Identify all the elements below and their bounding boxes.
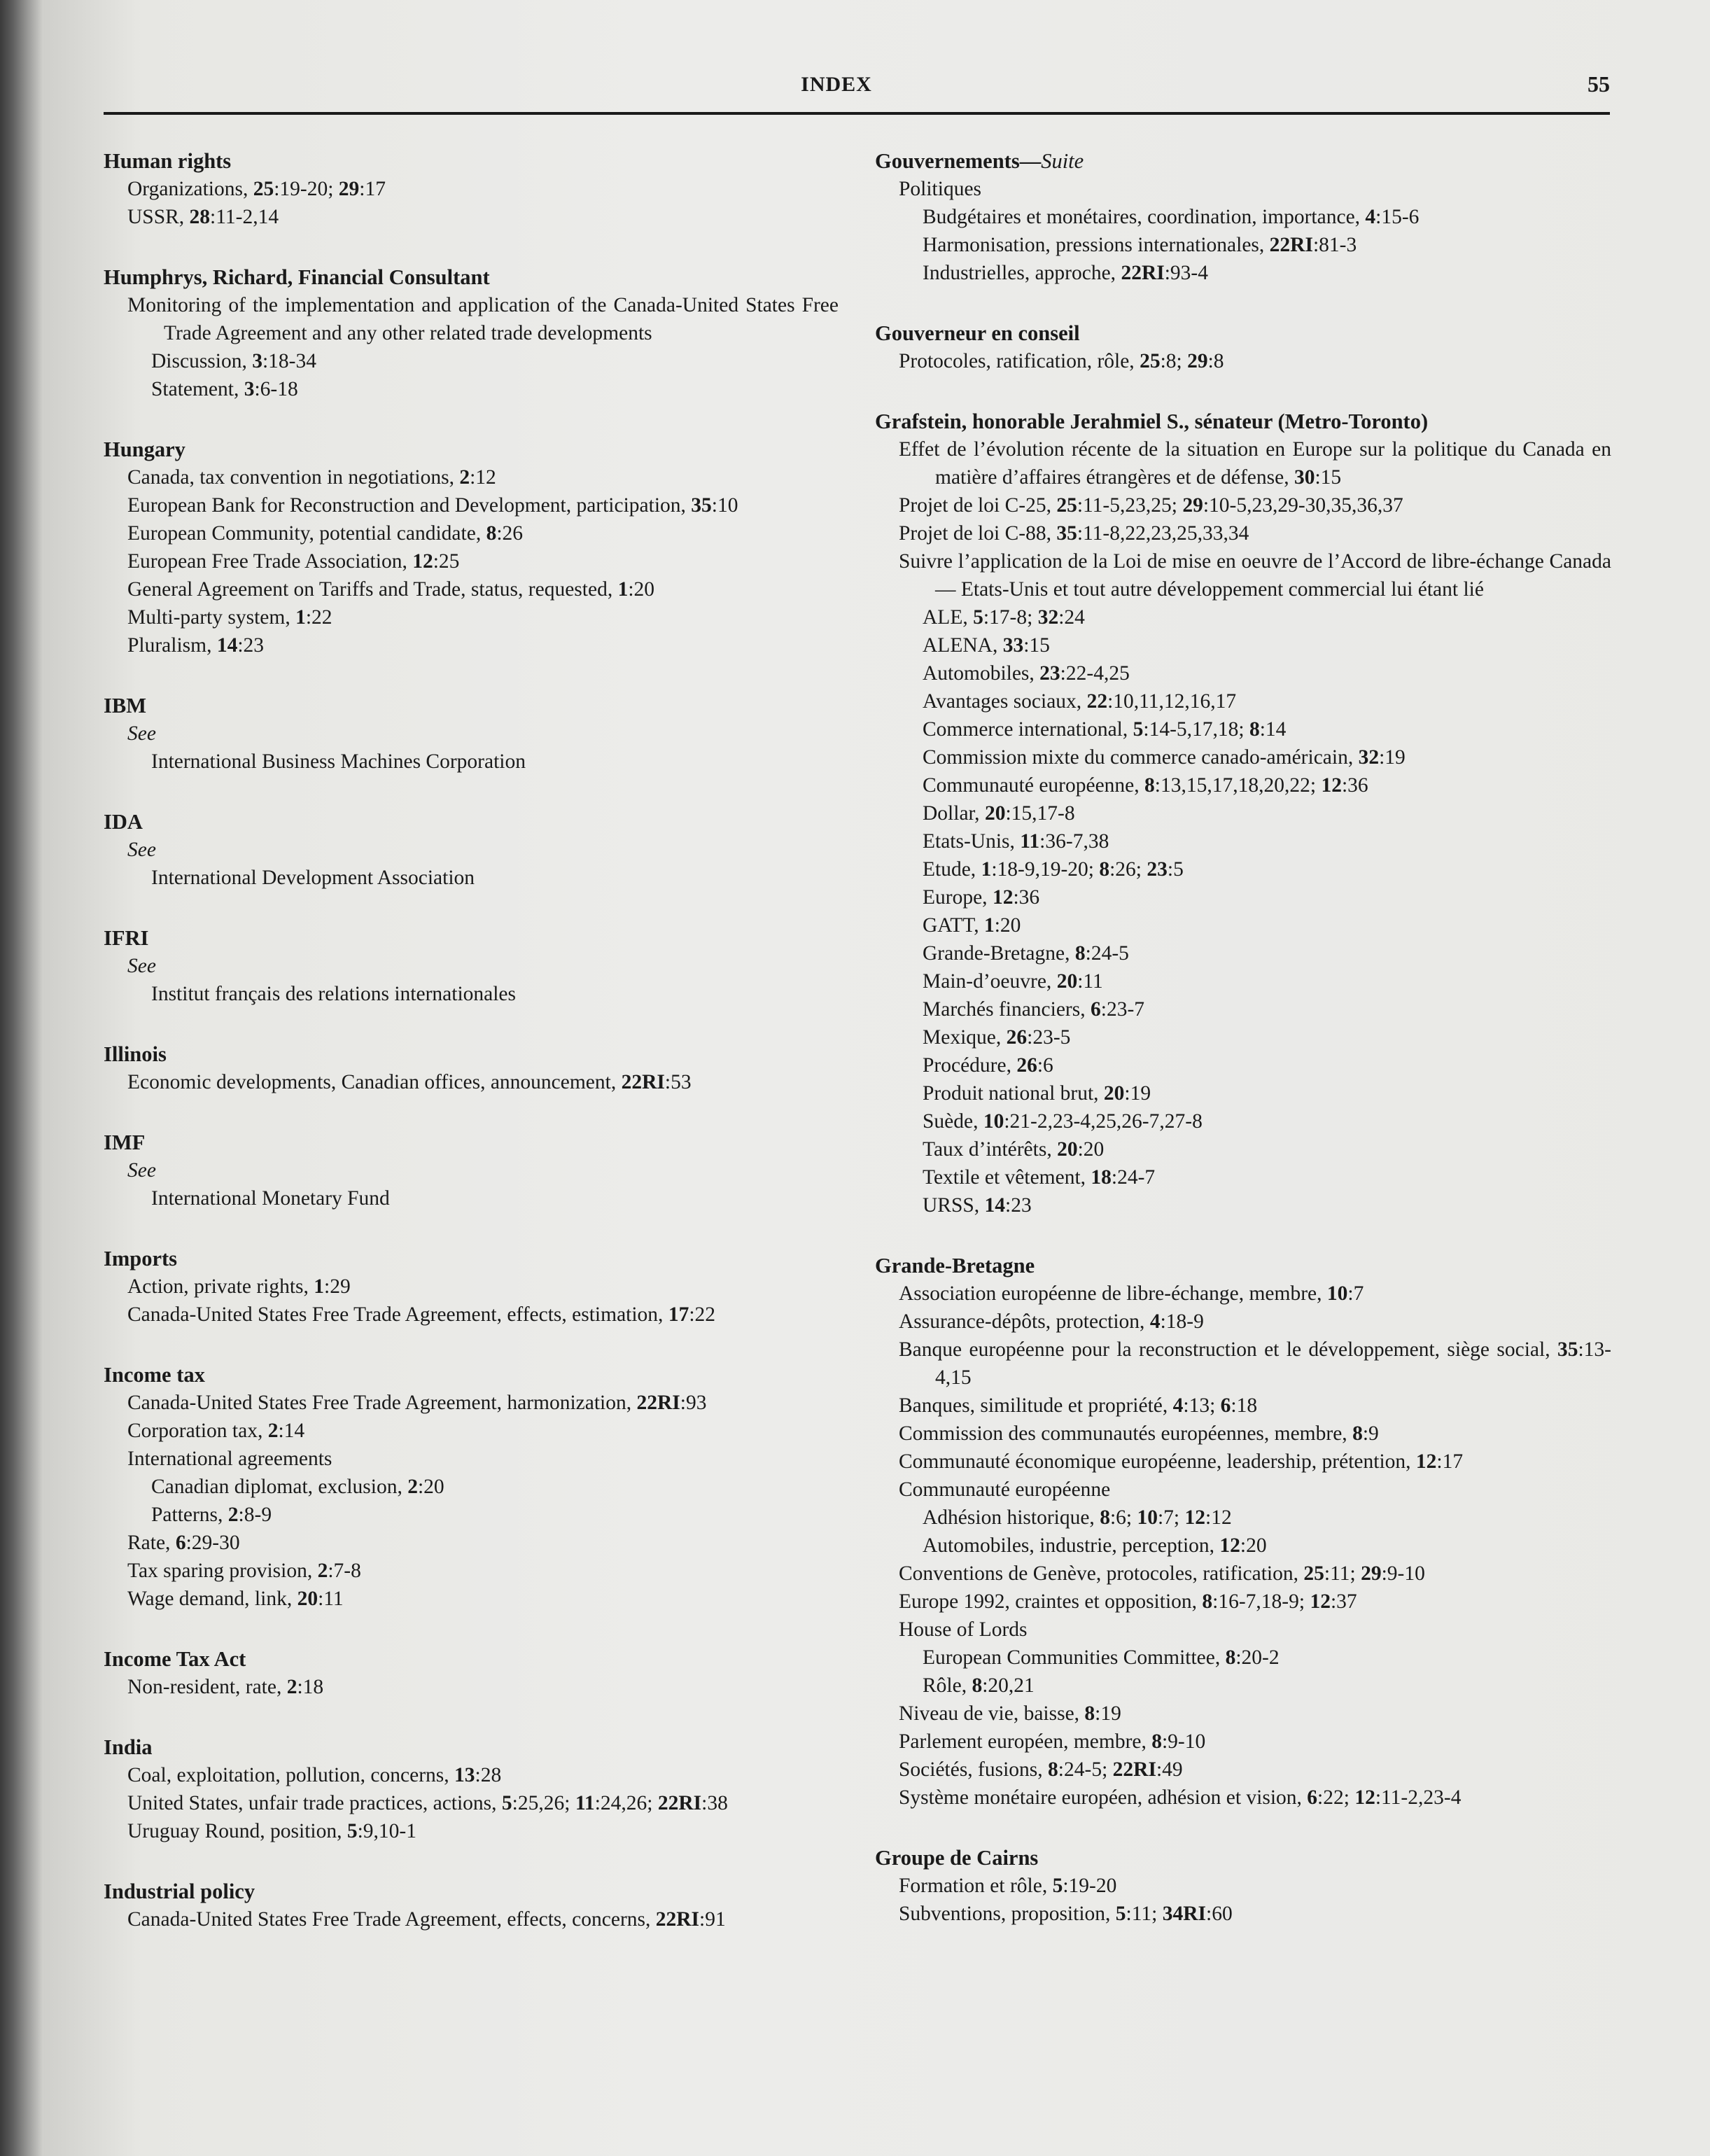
cross-reference: International Development Association [151, 867, 475, 889]
heading-continuation: Suite [1041, 149, 1084, 173]
subentry: Dollar, 20:15,17-8 [923, 802, 1075, 825]
subentry: International agreements [127, 1448, 332, 1470]
page-reference: 1 [983, 914, 995, 937]
entry-heading: Income tax [104, 1363, 205, 1387]
page-reference: 4 [1149, 1310, 1161, 1333]
page-reference: 25 [1140, 350, 1161, 372]
subentry: Corporation tax, 2:14 [127, 1420, 305, 1442]
index-entry [104, 924, 839, 1008]
entry-heading: Imports [104, 1247, 178, 1270]
subentry: European Free Trade Association, 12:25 [127, 550, 460, 573]
page-reference: 22 [1086, 690, 1108, 713]
page-reference: 22RI [1121, 262, 1165, 284]
subentry: Canada-United States Free Trade Agreement, effects, concerns, 22RI:91 [127, 1908, 726, 1931]
page-reference: 26 [1016, 1054, 1037, 1077]
subentry: Pluralism, 14:23 [127, 634, 265, 657]
page-reference: 22RI [1269, 234, 1313, 256]
cross-reference: Institut français des relations internationales [151, 983, 517, 1005]
subentry: Europe, 12:36 [923, 886, 1040, 909]
page-reference: 11 [1020, 830, 1040, 853]
page-reference: 22RI [657, 1792, 702, 1814]
subentry: Europe 1992, craintes et opposition, 8:16-7,18-9; 12:37 [899, 1590, 1357, 1613]
cross-reference: International Monetary Fund [151, 1187, 390, 1210]
page-title: INDEX [801, 73, 872, 96]
index-entry [875, 147, 1611, 287]
page-reference: 8 [1084, 1702, 1095, 1725]
index-entry [104, 1128, 839, 1212]
page-reference: 3 [244, 378, 255, 400]
subentry: Wage demand, link, 20:11 [127, 1588, 344, 1610]
page-reference: 2 [227, 1504, 239, 1526]
page-reference: 11 [575, 1792, 595, 1814]
entry-heading: Gouverneur en conseil [875, 321, 1080, 345]
page-reference: 8 [1249, 718, 1260, 741]
page-reference: 5 [346, 1820, 358, 1842]
page-reference: 29 [1182, 494, 1203, 517]
subentry: Niveau de vie, baisse, 8:19 [899, 1702, 1121, 1725]
subentry: Effet de l’évolution récente de la situation en Europe sur la politique du Canada en matière d’affaires étrangères et de défense, 30:15 [899, 438, 1611, 489]
right-column [875, 147, 1611, 1960]
page-reference: 4 [1365, 206, 1376, 228]
subentry: GATT, 1:20 [923, 914, 1021, 937]
header-rule [104, 112, 1610, 115]
index-entry [104, 692, 839, 776]
subentry: Sociétés, fusions, 8:24-5; 22RI:49 [899, 1758, 1183, 1781]
subentry: Canada-United States Free Trade Agreement, effects, estimation, 17:22 [127, 1303, 716, 1326]
subentry: Automobiles, 23:22-4,25 [923, 662, 1130, 685]
page-reference: 25 [253, 178, 274, 200]
page-reference: 29 [1361, 1562, 1382, 1585]
entry-heading: Industrial policy [104, 1879, 255, 1903]
page-reference: 18 [1091, 1166, 1112, 1189]
cross-reference: International Business Machines Corporation [151, 750, 526, 773]
page-reference: 20 [984, 802, 1006, 825]
subentry: European Community, potential candidate, 8:26 [127, 522, 524, 545]
page-reference: 8 [1048, 1758, 1058, 1781]
page-reference: 22RI [1112, 1758, 1156, 1781]
page-reference: 20 [1057, 1138, 1078, 1161]
entry-heading: Illinois [104, 1042, 167, 1066]
subentry: Mexique, 26:23-5 [923, 1026, 1071, 1049]
subentry: ALENA, 33:15 [923, 634, 1050, 657]
index-entry [104, 263, 839, 403]
page-reference: 26 [1006, 1026, 1028, 1049]
page-reference: 13 [454, 1764, 475, 1786]
index-entry [104, 808, 839, 892]
page-reference: 8 [1144, 774, 1155, 797]
subentry: Canada-United States Free Trade Agreement, harmonization, 22RI:93 [127, 1392, 707, 1414]
subentry: URSS, 14:23 [923, 1194, 1032, 1217]
subentry: Rate, 6:29-30 [127, 1532, 240, 1554]
page-reference: 8 [1151, 1730, 1162, 1753]
subentry: Protocoles, ratification, rôle, 25:8; 29:8 [899, 350, 1224, 372]
page-reference: 23 [1039, 662, 1060, 685]
subentry: General Agreement on Tariffs and Trade, status, requested, 1:20 [127, 578, 655, 601]
subentry: House of Lords [899, 1618, 1028, 1641]
page-number: 55 [1588, 71, 1610, 97]
page-reference: 12 [412, 550, 433, 573]
page-reference: 22RI [621, 1071, 665, 1093]
index-entry [104, 1645, 839, 1701]
entry-heading: Humphrys, Richard, Financial Consultant [104, 265, 490, 289]
page-reference: 6 [1091, 998, 1101, 1021]
subentry: Action, private rights, 1:29 [127, 1275, 351, 1298]
entry-heading: Grafstein, honorable Jerahmiel S., sénateur (Metro-Toronto) [875, 410, 1429, 433]
subentry: Subventions, proposition, 5:11; 34RI:60 [899, 1903, 1233, 1925]
book-binding-shadow [0, 0, 43, 2156]
subentry: European Bank for Reconstruction and Development, participation, 35:10 [127, 494, 738, 517]
subentry: Uruguay Round, position, 5:9,10-1 [127, 1820, 416, 1842]
entry-heading: Human rights [104, 149, 232, 173]
subentry: Budgétaires et monétaires, coordination, importance, 4:15-6 [923, 206, 1420, 228]
entry-heading: IMF [104, 1130, 146, 1154]
subentry: Commerce international, 5:14-5,17,18; 8:14 [923, 718, 1287, 741]
index-entry [104, 1877, 839, 1933]
entry-heading: IFRI [104, 926, 149, 950]
index-entry [875, 319, 1611, 375]
page-reference: 20 [1056, 970, 1078, 993]
page-reference: 35 [1557, 1338, 1578, 1361]
page-reference: 34RI [1162, 1903, 1206, 1925]
entry-heading: IBM [104, 694, 146, 718]
page-reference: 25 [1303, 1562, 1324, 1585]
subentry: Coal, exploitation, pollution, concerns, 13:28 [127, 1764, 502, 1786]
subentry: Procédure, 26:6 [923, 1054, 1053, 1077]
page-reference: 6 [175, 1532, 186, 1554]
subentry: Projet de loi C-88, 35:11-8,22,23,25,33,34 [899, 522, 1249, 545]
page-reference: 14 [984, 1194, 1006, 1217]
index-entry [104, 1040, 839, 1096]
page-reference: 8 [1225, 1646, 1236, 1669]
subentry: Adhésion historique, 8:6; 10:7; 12:12 [923, 1506, 1232, 1529]
page-reference: 5 [1115, 1903, 1126, 1925]
subentry: Communauté européenne [899, 1478, 1111, 1501]
subentry: Industrielles, approche, 22RI:93-4 [923, 262, 1209, 284]
page-reference: 1 [295, 606, 306, 629]
page-reference: 5 [1133, 718, 1144, 741]
subentry: Conventions de Genève, protocoles, ratification, 25:11; 29:9-10 [899, 1562, 1425, 1585]
see-label: See [127, 955, 156, 977]
subentry: Communauté économique européenne, leadership, prétention, 12:17 [899, 1450, 1464, 1473]
page-reference: 28 [189, 206, 211, 228]
subentry: Patterns, 2:8-9 [151, 1504, 272, 1526]
page-reference: 1 [617, 578, 629, 601]
page-reference: 20 [297, 1588, 318, 1610]
page-reference: 12 [1354, 1786, 1375, 1809]
index-entry [104, 435, 839, 659]
entry-heading: India [104, 1735, 153, 1759]
page-reference: 10 [1326, 1282, 1348, 1305]
subentry: Textile et vêtement, 18:24-7 [923, 1166, 1156, 1189]
subentry: Assurance-dépôts, protection, 4:18-9 [899, 1310, 1204, 1333]
subentry: Rôle, 8:20,21 [923, 1674, 1035, 1697]
entry-heading: Gouvernements—Suite [875, 149, 1084, 173]
subentry: Economic developments, Canadian offices, announcement, 22RI:53 [127, 1071, 692, 1093]
subentry: Système monétaire européen, adhésion et vision, 6:22; 12:11-2,23-4 [899, 1786, 1462, 1809]
subentry: Multi-party system, 1:22 [127, 606, 332, 629]
page-reference: 12 [1219, 1534, 1240, 1557]
subentry: Avantages sociaux, 22:10,11,12,16,17 [923, 690, 1237, 713]
page-reference: 12 [1321, 774, 1342, 797]
page-reference: 1 [314, 1275, 325, 1298]
see-label: See [127, 722, 156, 745]
page-reference: 5 [501, 1792, 512, 1814]
subentry: Automobiles, industrie, perception, 12:20 [923, 1534, 1267, 1557]
index-entry [104, 1245, 839, 1329]
page-reference: 35 [691, 494, 712, 517]
entry-heading: Groupe de Cairns [875, 1846, 1039, 1870]
page-reference: 2 [407, 1476, 418, 1498]
page-reference: 5 [973, 606, 983, 629]
subentry: Etude, 1:18-9,19-20; 8:26; 23:5 [923, 858, 1184, 881]
subentry: Commission des communautés européennes, membre, 8:9 [899, 1422, 1379, 1445]
subentry: USSR, 28:11-2,14 [127, 206, 279, 228]
page-reference: 8 [1202, 1590, 1213, 1613]
subentry: Non-resident, rate, 2:18 [127, 1676, 324, 1698]
subentry: Communauté européenne, 8:13,15,17,18,20,22; 12:36 [923, 774, 1368, 797]
page-reference: 22RI [655, 1908, 700, 1931]
page-reference: 35 [1056, 522, 1077, 545]
subentry: Banque européenne pour la reconstruction et le développement, siège social, 35:13-4,15 [899, 1338, 1611, 1389]
subentry: Main-d’oeuvre, 20:11 [923, 970, 1103, 993]
page-reference: 12 [992, 886, 1014, 909]
entry-heading: Income Tax Act [104, 1647, 246, 1671]
subentry: Tax sparing provision, 2:7-8 [127, 1560, 361, 1582]
subentry: Projet de loi C-25, 25:11-5,23,25; 29:10-5,23,29-30,35,36,37 [899, 494, 1403, 517]
page-reference: 2 [286, 1676, 297, 1698]
entry-heading: Hungary [104, 438, 185, 461]
page-header [63, 69, 1610, 111]
index-entry [104, 1361, 839, 1613]
page-reference: 8 [1352, 1422, 1363, 1445]
subentry: United States, unfair trade practices, actions, 5:25,26; 11:24,26; 22RI:38 [127, 1792, 728, 1814]
page-reference: 17 [668, 1303, 689, 1326]
subentry: Association européenne de libre-échange, membre, 10:7 [899, 1282, 1364, 1305]
subentry: Politiques [899, 178, 982, 200]
subentry: Canada, tax convention in negotiations, 2:12 [127, 466, 496, 489]
page-reference: 12 [1310, 1590, 1331, 1613]
subentry: Canadian diplomat, exclusion, 2:20 [151, 1476, 444, 1498]
index-entry [104, 147, 839, 231]
page-reference: 8 [1100, 1506, 1110, 1529]
page-reference: 8 [486, 522, 497, 545]
page-reference: 8 [1074, 942, 1086, 965]
page-reference: 12 [1184, 1506, 1205, 1529]
page-reference: 32 [1037, 606, 1059, 629]
page-reference: 29 [338, 178, 360, 200]
page-reference: 3 [252, 350, 262, 372]
page-reference: 25 [1056, 494, 1077, 517]
page-reference: 1 [981, 858, 992, 881]
subentry: Banques, similitude et propriété, 4:13; 6:18 [899, 1394, 1258, 1417]
subentry: Organizations, 25:19-20; 29:17 [127, 178, 386, 200]
page-reference: 10 [983, 1110, 1004, 1133]
page-reference: 6 [1220, 1394, 1231, 1417]
entry-heading: Grande-Bretagne [875, 1254, 1035, 1278]
index-entry [875, 1844, 1611, 1928]
page-reference: 23 [1147, 858, 1168, 881]
page-reference: 20 [1103, 1082, 1125, 1105]
subentry: Parlement européen, membre, 8:9-10 [899, 1730, 1206, 1753]
subentry: Marchés financiers, 6:23-7 [923, 998, 1145, 1021]
subentry: Commission mixte du commerce canado-américain, 32:19 [923, 746, 1406, 769]
subentry: Harmonisation, pressions internationales, 22RI:81-3 [923, 234, 1357, 256]
page-reference: 32 [1358, 746, 1380, 769]
subentry: Monitoring of the implementation and application of the Canada-United States Free Trade Agreement and any other related trade developments [127, 294, 839, 344]
index-entry [875, 1252, 1611, 1812]
index-entry [104, 1733, 839, 1845]
entry-heading: IDA [104, 810, 143, 834]
subentry: ALE, 5:17-8; 32:24 [923, 606, 1085, 629]
subentry: Etats-Unis, 11:36-7,38 [923, 830, 1109, 853]
page-reference: 2 [317, 1560, 328, 1582]
subentry: Grande-Bretagne, 8:24-5 [923, 942, 1129, 965]
page-reference: 12 [1415, 1450, 1437, 1473]
page-reference: 33 [1002, 634, 1024, 657]
page-reference: 8 [1099, 858, 1110, 881]
page-reference: 29 [1187, 350, 1208, 372]
page-reference: 30 [1294, 466, 1315, 489]
subentry: Produit national brut, 20:19 [923, 1082, 1151, 1105]
subentry: Taux d’intérêts, 20:20 [923, 1138, 1105, 1161]
page-reference: 8 [972, 1674, 983, 1697]
page-reference: 10 [1137, 1506, 1158, 1529]
subentry: Statement, 3:6-18 [151, 378, 298, 400]
page-reference: 22RI [636, 1392, 680, 1414]
subentry: Suède, 10:21-2,23-4,25,26-7,27-8 [923, 1110, 1203, 1133]
index-entry [875, 407, 1611, 1219]
left-column [104, 147, 839, 1966]
page-reference: 2 [267, 1420, 279, 1442]
page-reference: 6 [1307, 1786, 1318, 1809]
page-reference: 2 [459, 466, 470, 489]
page-reference: 5 [1052, 1875, 1063, 1897]
subentry: Suivre l’application de la Loi de mise en oeuvre de l’Accord de libre-échange Canada — Etats-Unis et tout autre développement commercial lui étant lié [899, 550, 1611, 601]
subentry: European Communities Committee, 8:20-2 [923, 1646, 1280, 1669]
subentry: Discussion, 3:18-34 [151, 350, 317, 372]
page-reference: 14 [216, 634, 238, 657]
see-label: See [127, 1159, 156, 1182]
see-label: See [127, 839, 156, 861]
page-reference: 4 [1172, 1394, 1184, 1417]
subentry: Formation et rôle, 5:19-20 [899, 1875, 1117, 1897]
